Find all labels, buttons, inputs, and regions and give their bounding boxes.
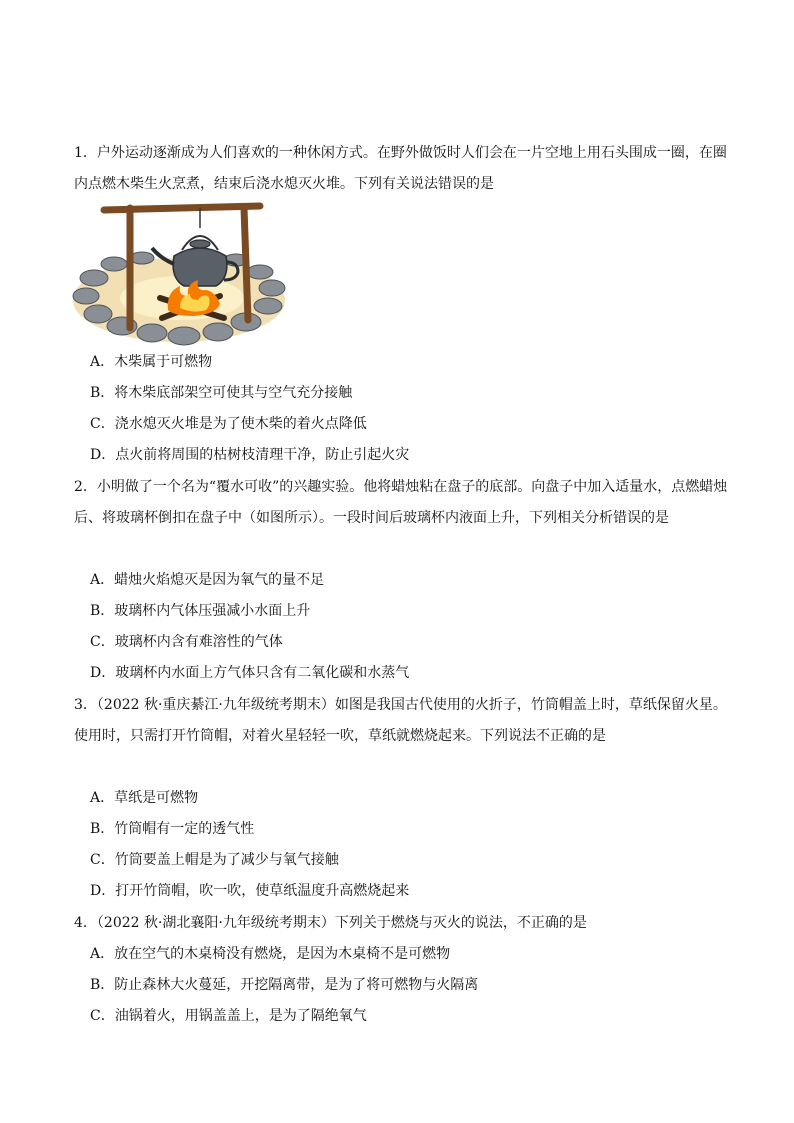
- question-1-option-c: C．浇水熄灭火堆是为了使木柴的着火点降低: [90, 416, 367, 432]
- question-3-stem-line-1: 3．（2022 秋·重庆綦江·九年级统考期末）如图是我国古代使用的火折子，竹筒帽盖上时，草纸保留火星。: [74, 697, 727, 713]
- question-3-option-b: B．竹筒帽有一定的透气性: [90, 821, 255, 837]
- campfire-kettle-illustration: [70, 200, 288, 346]
- question-1-stem-line-2: 内点燃木柴生火烹煮，结束后浇水熄灭火堆。下列有关说法错误的是: [74, 176, 494, 192]
- question-3-stem-line-2: 使用时，只需打开竹筒帽，对着火星轻轻一吹，草纸就燃烧起来。下列说法不正确的是: [74, 728, 606, 744]
- question-2-option-a: A．蜡烛火焰熄灭是因为氧气的量不足: [90, 572, 325, 588]
- question-3-option-a: A．草纸是可燃物: [90, 790, 199, 806]
- question-4-stem-line-1: 4．（2022 秋·湖北襄阳·九年级统考期末）下列关于燃烧与灭火的说法，不正确的是: [74, 915, 587, 931]
- question-1-option-d: D．点火前将周围的枯树枝清理干净，防止引起火灾: [90, 447, 410, 463]
- question-4-option-a: A．放在空气的木桌椅没有燃烧，是因为木桌椅不是可燃物: [90, 946, 451, 962]
- question-2-option-c: C．玻璃杯内含有难溶性的气体: [90, 634, 283, 650]
- question-2-option-b: B．玻璃杯内气体压强减小水面上升: [90, 603, 311, 619]
- question-4-option-c: C．油锅着火，用锅盖盖上，是为了隔绝氧气: [90, 1008, 367, 1024]
- question-3-option-d: D．打开竹筒帽，吹一吹，使草纸温度升高燃烧起来: [90, 883, 410, 899]
- question-1-option-b: B．将木柴底部架空可使其与空气充分接触: [90, 385, 353, 401]
- question-1-option-a: A．木柴属于可燃物: [90, 354, 213, 370]
- question-3-option-c: C．竹筒要盖上帽是为了减少与氧气接触: [90, 852, 339, 868]
- question-1-stem-line-1: 1．户外运动逐渐成为人们喜欢的一种休闲方式。在野外做饭时人们会在一片空地上用石头围成一圈，在圈: [74, 145, 727, 161]
- question-2-stem-line-1: 2．小明做了一个名为“覆水可收”的兴趣实验。他将蜡烛粘在盘子的底部。向盘子中加入适量水，点燃蜡烛: [74, 479, 728, 495]
- question-4-option-b: B．防止森林大火蔓延，开挖隔离带，是为了将可燃物与火隔离: [90, 977, 479, 993]
- question-2-option-d: D．玻璃杯内水面上方气体只含有二氧化碳和水蒸气: [90, 665, 410, 681]
- question-2-stem-line-2: 后、将玻璃杯倒扣在盘子中（如图所示）。一段时间后玻璃杯内液面上升，下列相关分析错误的是: [74, 510, 669, 526]
